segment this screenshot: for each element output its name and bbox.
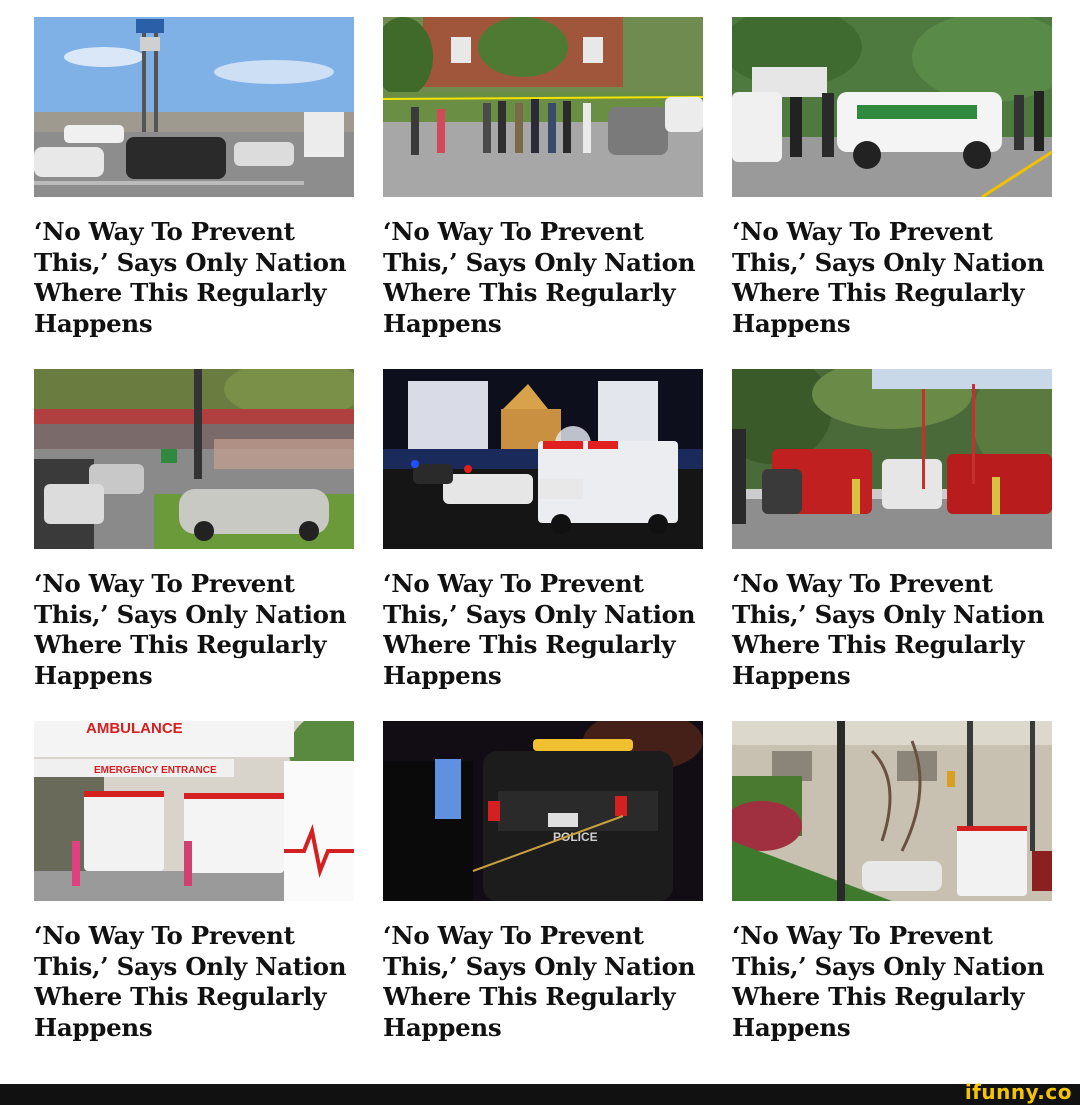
ambulance-emergency-entrance-image bbox=[34, 721, 354, 901]
watermark-logo: ifunny.co bbox=[964, 1080, 1072, 1104]
headline-grid bbox=[34, 17, 1052, 1061]
roadside-parking-lot-image bbox=[34, 17, 354, 197]
news-card[interactable] bbox=[383, 17, 703, 357]
headline[interactable]: ‘No Way To Prevent This,’ Says Only Nation Where This Regularly Happens bbox=[34, 569, 347, 690]
news-card[interactable] bbox=[34, 721, 354, 1061]
night-strip-ambulance-image bbox=[383, 369, 703, 549]
police-lettering: POLICE bbox=[553, 830, 598, 844]
headline[interactable]: ‘No Way To Prevent This,’ Says Only Nation Where This Regularly Happens bbox=[383, 921, 696, 1042]
headline[interactable]: ‘No Way To Prevent This,’ Says Only Nation Where This Regularly Happens bbox=[383, 569, 696, 690]
headline[interactable]: ‘No Way To Prevent This,’ Says Only Nation Where This Regularly Happens bbox=[732, 217, 1045, 338]
news-photo[interactable] bbox=[732, 17, 1052, 197]
footer-bar bbox=[0, 1080, 1080, 1105]
news-photo[interactable] bbox=[383, 721, 703, 901]
headline[interactable]: ‘No Way To Prevent This,’ Says Only Nation Where This Regularly Happens bbox=[732, 569, 1045, 690]
news-card[interactable] bbox=[34, 369, 354, 709]
news-photo[interactable] bbox=[34, 721, 354, 901]
headline[interactable]: ‘No Way To Prevent This,’ Says Only Nation Where This Regularly Happens bbox=[383, 217, 696, 338]
headline[interactable]: ‘No Way To Prevent This,’ Says Only Nation Where This Regularly Happens bbox=[732, 921, 1045, 1042]
crowded-parking-lot-image bbox=[34, 369, 354, 549]
news-card[interactable] bbox=[732, 17, 1052, 357]
news-photo[interactable] bbox=[732, 721, 1052, 901]
fire-trucks-street-image bbox=[732, 369, 1052, 549]
news-photo[interactable] bbox=[732, 369, 1052, 549]
news-photo[interactable] bbox=[34, 369, 354, 549]
ambulance-sign: AMBULANCE bbox=[86, 721, 183, 737]
news-card[interactable] bbox=[383, 721, 703, 1061]
headline[interactable]: ‘No Way To Prevent This,’ Says Only Nation Where This Regularly Happens bbox=[34, 217, 347, 338]
news-photo[interactable] bbox=[34, 17, 354, 197]
emergency-entrance-sign: EMERGENCY ENTRANCE bbox=[94, 765, 217, 776]
news-photo[interactable] bbox=[383, 17, 703, 197]
school-evacuation-image bbox=[383, 17, 703, 197]
sheriff-vehicles-image bbox=[732, 17, 1052, 197]
news-card[interactable] bbox=[34, 17, 354, 357]
night-police-suv-image bbox=[383, 721, 703, 901]
news-card[interactable] bbox=[383, 369, 703, 709]
news-photo[interactable] bbox=[383, 369, 703, 549]
news-card[interactable] bbox=[732, 369, 1052, 709]
news-card[interactable] bbox=[732, 721, 1052, 1061]
building-corner-ambulance-image bbox=[732, 721, 1052, 901]
headline[interactable]: ‘No Way To Prevent This,’ Says Only Nation Where This Regularly Happens bbox=[34, 921, 347, 1042]
